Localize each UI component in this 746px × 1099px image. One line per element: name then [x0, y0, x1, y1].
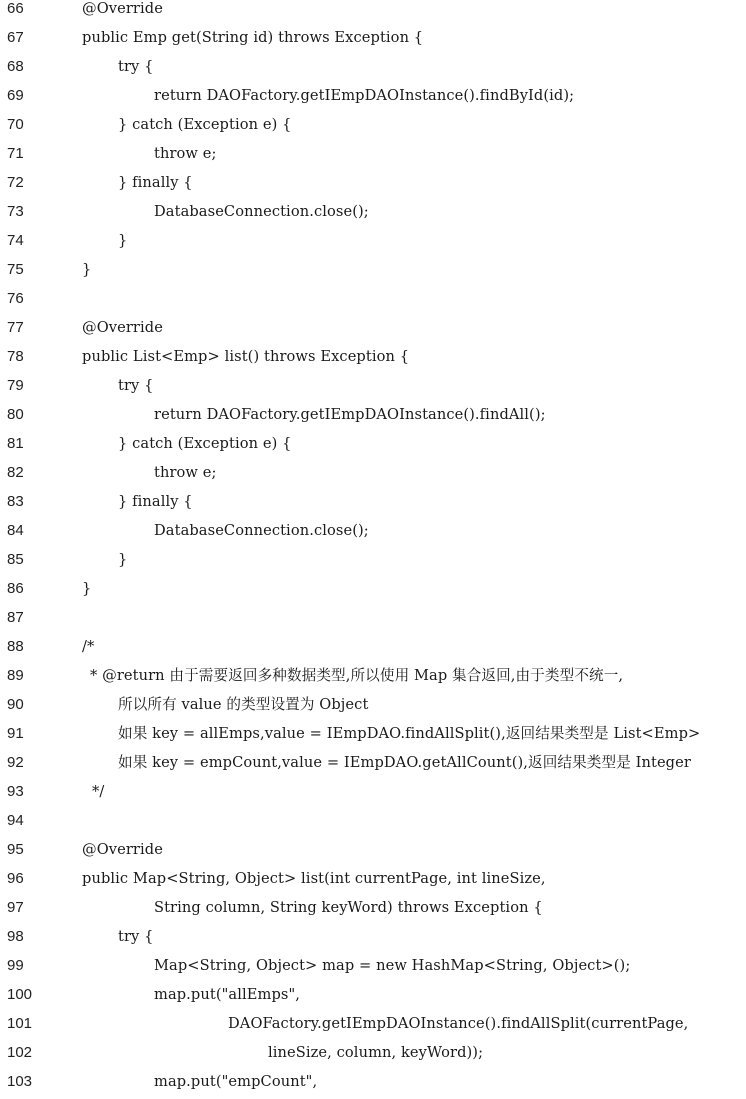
code-text: public Map<String, Object> list(int currentPage, int lineSize,	[82, 870, 546, 887]
line-number: 72	[7, 174, 24, 191]
code-line	[0, 951, 746, 980]
code-line	[0, 632, 746, 661]
code-line	[0, 1067, 746, 1096]
code-text: try {	[118, 58, 154, 75]
code-text: Map<String, Object> map = new HashMap<String, Object>();	[154, 957, 631, 974]
code-line	[0, 197, 746, 226]
line-number: 73	[7, 203, 24, 220]
line-number: 66	[7, 0, 24, 17]
code-text: } catch (Exception e) {	[118, 116, 292, 133]
code-text: } finally {	[118, 174, 193, 191]
line-number: 67	[7, 29, 24, 46]
code-text: try {	[118, 928, 154, 945]
code-line	[0, 487, 746, 516]
line-number: 75	[7, 261, 24, 278]
code-text: String column, String keyWord) throws Exception {	[154, 899, 543, 916]
code-line	[0, 545, 746, 574]
line-number: 69	[7, 87, 24, 104]
code-line	[0, 980, 746, 1009]
code-text: map.put("allEmps",	[154, 986, 301, 1003]
code-text: }	[118, 232, 128, 249]
code-text: return DAOFactory.getIEmpDAOInstance().findAll();	[154, 406, 546, 423]
code-text: DatabaseConnection.close();	[154, 203, 369, 220]
code-text: lineSize, column, keyWord));	[268, 1044, 484, 1061]
code-text: /*	[82, 638, 95, 655]
code-line	[0, 255, 746, 284]
line-number: 78	[7, 348, 24, 365]
line-number: 97	[7, 899, 24, 916]
line-number: 89	[7, 667, 24, 684]
line-number: 84	[7, 522, 24, 539]
code-text: } finally {	[118, 493, 193, 510]
code-line	[0, 922, 746, 951]
code-text: throw e;	[154, 145, 217, 162]
line-number: 87	[7, 609, 24, 626]
line-number: 79	[7, 377, 24, 394]
code-line	[0, 516, 746, 545]
line-number: 71	[7, 145, 24, 162]
line-number: 68	[7, 58, 24, 75]
line-number: 99	[7, 957, 24, 974]
line-number: 91	[7, 725, 24, 742]
comment-text: 所以所有 value 的类型设置为 Object	[118, 696, 369, 713]
line-number: 94	[7, 812, 24, 829]
line-number: 98	[7, 928, 24, 945]
code-line	[0, 603, 746, 632]
code-line	[0, 52, 746, 81]
code-line	[0, 777, 746, 806]
code-line	[0, 574, 746, 603]
line-number: 95	[7, 841, 24, 858]
code-line	[0, 139, 746, 168]
line-number: 82	[7, 464, 24, 481]
line-number: 96	[7, 870, 24, 887]
line-number: 74	[7, 232, 24, 249]
line-number: 92	[7, 754, 24, 771]
code-text: }	[82, 580, 92, 597]
code-text: }	[118, 551, 128, 568]
line-number: 102	[7, 1044, 33, 1061]
line-number: 76	[7, 290, 24, 307]
code-text: }	[82, 261, 92, 278]
code-text: @Override	[82, 0, 163, 17]
line-number: 81	[7, 435, 24, 452]
code-line	[0, 893, 746, 922]
code-text: @Override	[82, 841, 163, 858]
comment-text: * @return 由于需要返回多种数据类型,所以使用 Map 集合返回,由于类型不统一,	[90, 667, 624, 684]
code-line	[0, 748, 746, 777]
code-text: throw e;	[154, 464, 217, 481]
line-number: 103	[7, 1073, 33, 1090]
code-line	[0, 1009, 746, 1038]
code-text: public List<Emp> list() throws Exception {	[82, 348, 410, 365]
line-number: 101	[7, 1015, 33, 1032]
code-line	[0, 806, 746, 835]
code-line	[0, 864, 746, 893]
code-text: map.put("empCount",	[154, 1073, 318, 1090]
line-number: 88	[7, 638, 24, 655]
code-line	[0, 0, 746, 23]
line-number: 93	[7, 783, 24, 800]
line-number: 80	[7, 406, 24, 423]
code-line	[0, 23, 746, 52]
line-number: 86	[7, 580, 24, 597]
code-text: DAOFactory.getIEmpDAOInstance().findAllSplit(currentPage,	[228, 1015, 689, 1032]
code-line	[0, 168, 746, 197]
code-line	[0, 661, 746, 690]
line-number: 77	[7, 319, 24, 336]
code-line	[0, 226, 746, 255]
line-number: 83	[7, 493, 24, 510]
code-line	[0, 342, 746, 371]
code-line	[0, 110, 746, 139]
code-text: try {	[118, 377, 154, 394]
comment-text: 如果 key = allEmps,value = IEmpDAO.findAllSplit(),返回结果类型是 List<Emp>	[118, 725, 701, 742]
code-line	[0, 458, 746, 487]
comment-text: 如果 key = empCount,value = IEmpDAO.getAllCount(),返回结果类型是 Integer	[118, 754, 691, 771]
code-line	[0, 81, 746, 110]
code-text: public Emp get(String id) throws Exception {	[82, 29, 424, 46]
code-line	[0, 371, 746, 400]
code-line	[0, 313, 746, 342]
code-line	[0, 835, 746, 864]
code-text: return DAOFactory.getIEmpDAOInstance().findById(id);	[154, 87, 575, 104]
code-line	[0, 284, 746, 313]
line-number: 90	[7, 696, 24, 713]
code-text: @Override	[82, 319, 163, 336]
code-line	[0, 719, 746, 748]
line-number: 70	[7, 116, 24, 133]
line-number: 100	[7, 986, 33, 1003]
code-line	[0, 690, 746, 719]
code-line	[0, 400, 746, 429]
code-line	[0, 429, 746, 458]
code-line	[0, 1038, 746, 1067]
code-text: } catch (Exception e) {	[118, 435, 292, 452]
line-number: 85	[7, 551, 24, 568]
comment-text: */	[92, 783, 105, 800]
code-text: DatabaseConnection.close();	[154, 522, 369, 539]
